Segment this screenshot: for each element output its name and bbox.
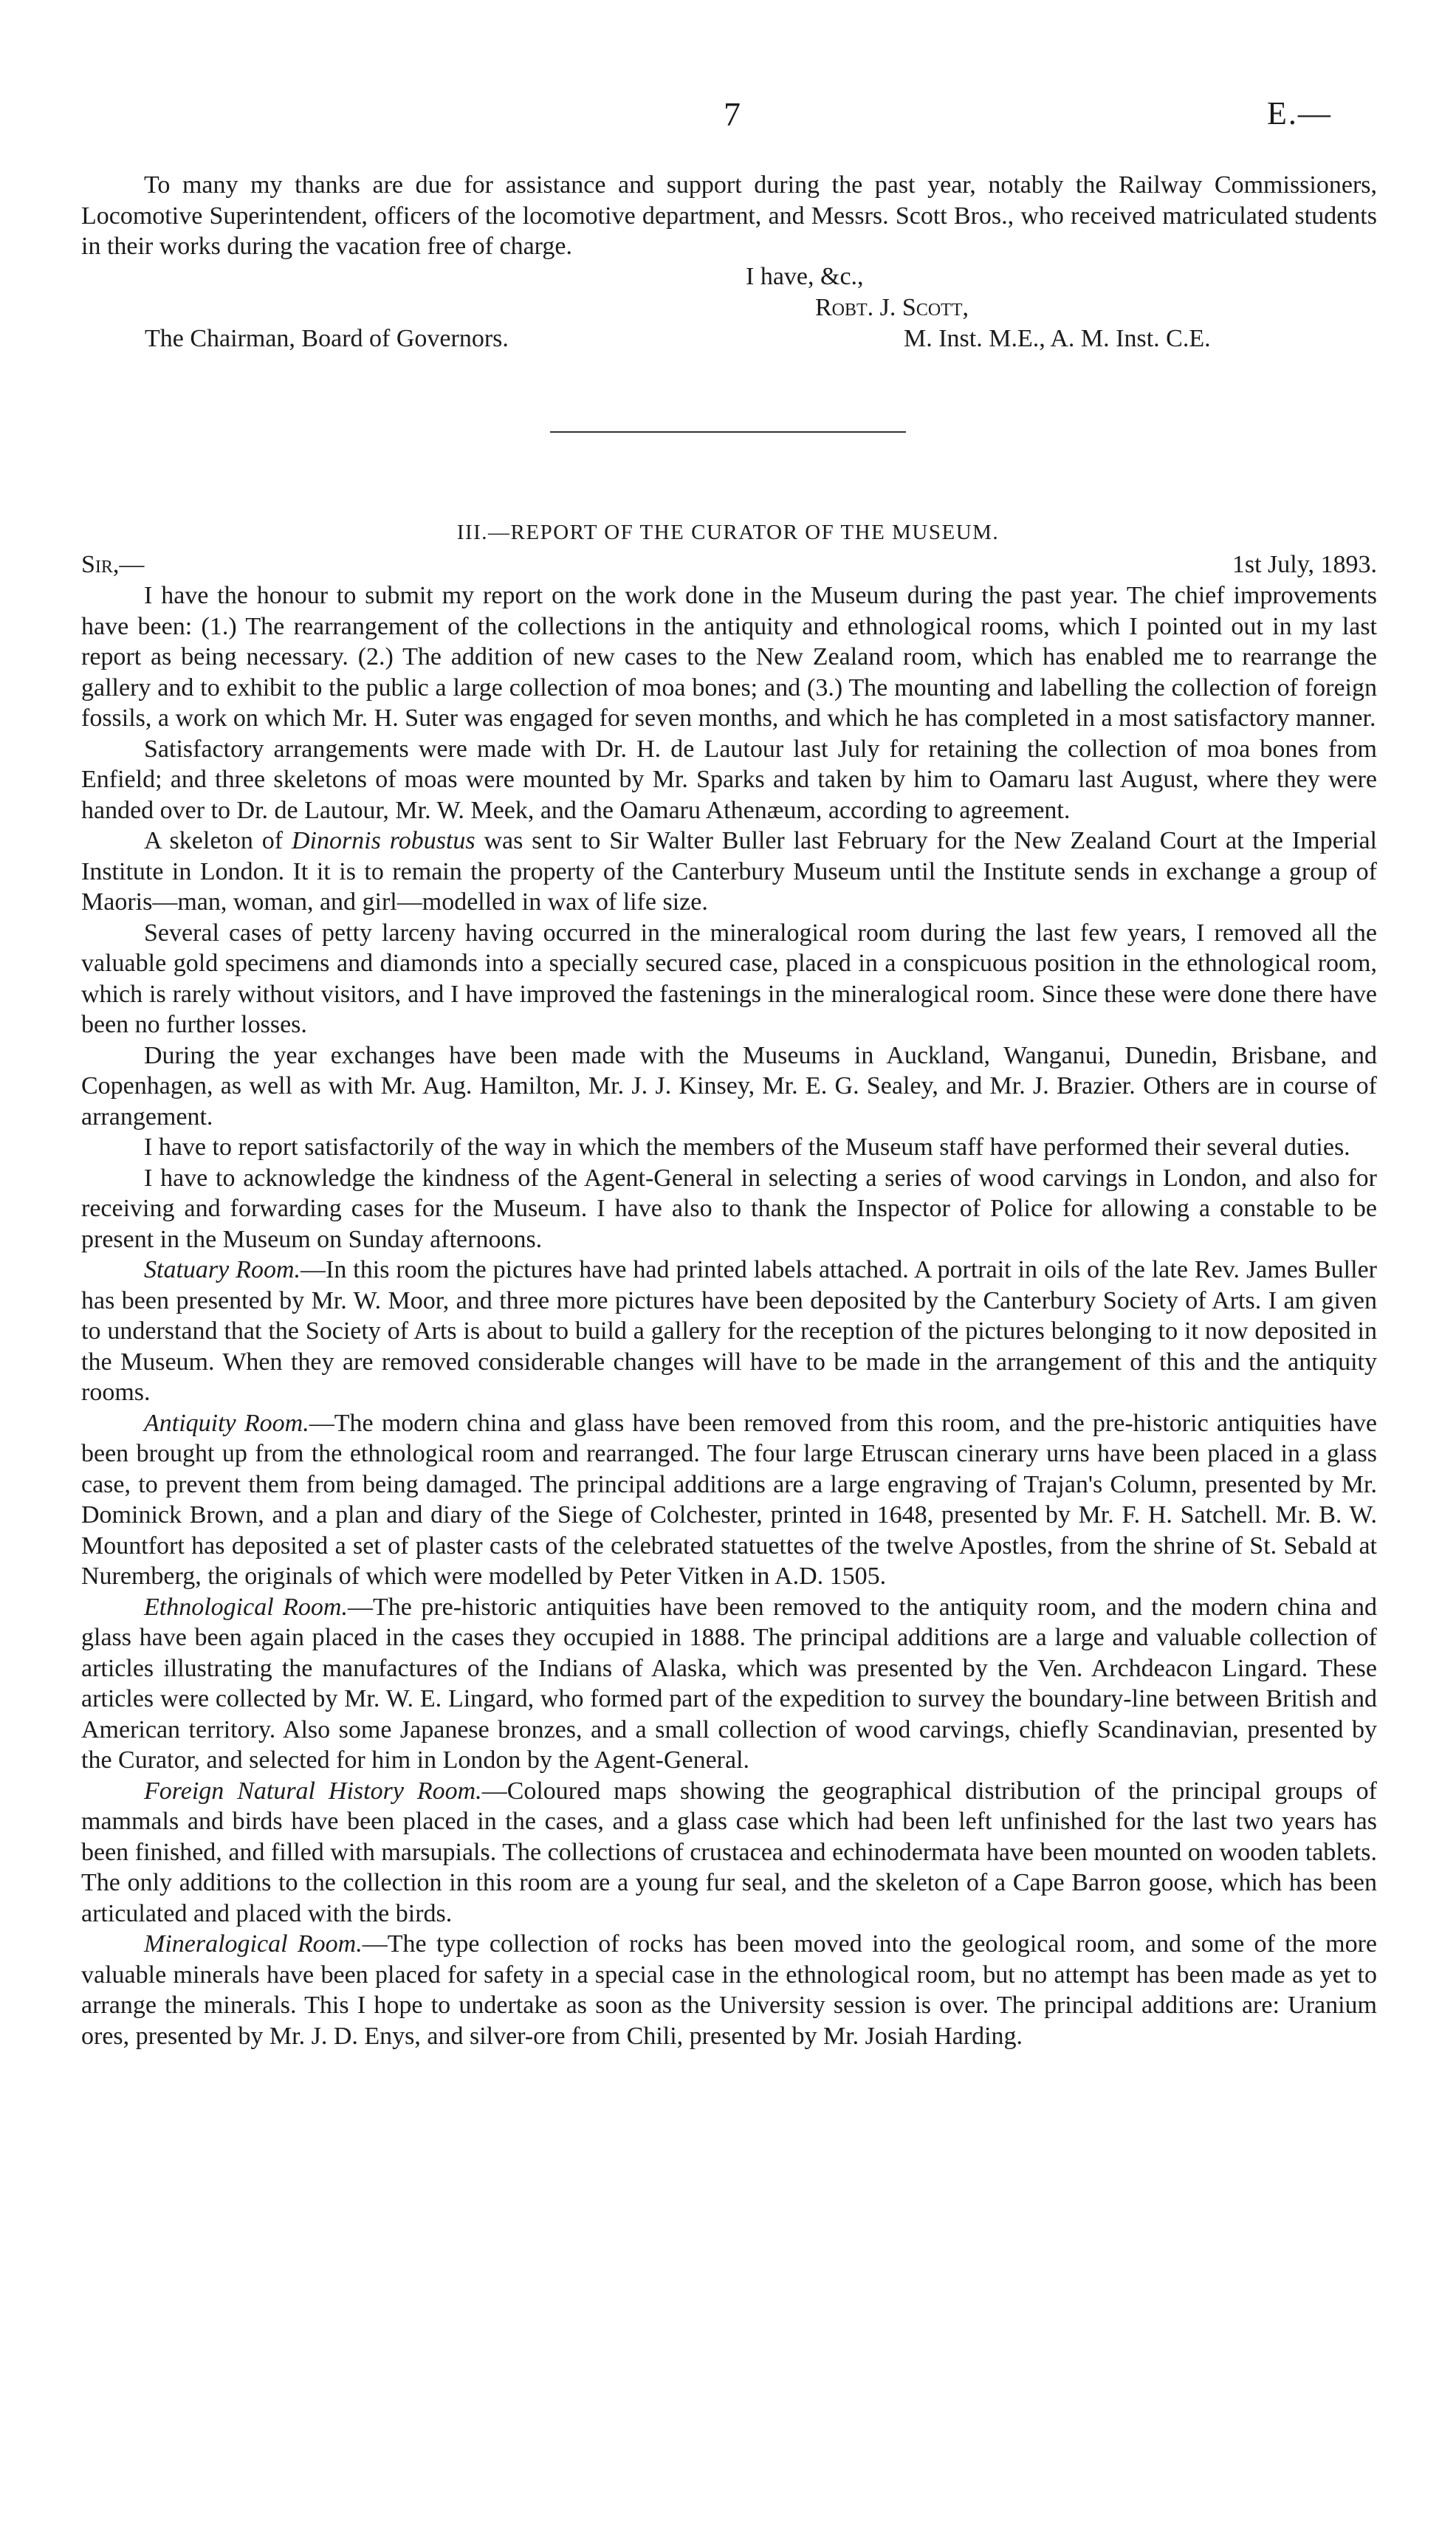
ethnological-room-paragraph: Ethnological Room.—The pre-historic antiquities have been removed to the antiquity room, and the modern china and glass have been again placed in the cases they occupied in 1888. The principal additions are a large and valuable collection of articles illustrating the manufactures of the Indians of Alaska, which was presented by the Ven. Archdeacon Lingard. These articles were collected by Mr. W. E. Lingard, who formed part of the expedition to survey the boundary-line between British and American territory. Also some Japanese bronzes, and a small collection of wood carvings, chiefly Scandinavian, presented by the Curator, and selected for him in London by the Agent-General. [81, 1593, 1378, 1774]
document-reference: E.— [1267, 95, 1332, 131]
larceny-paragraph: Several cases of petty larceny having occurred in the mineralogical room during the last few years, I removed all the valuable gold specimens and diamonds into a specially secured case, placed in a conspicuous position in the ethnological room, which is rarely without visitors, and I have improved the fastenings in the mineralogical room. Since these were done there have been no further losses. [81, 919, 1377, 1038]
previous-report-ending [81, 170, 1377, 262]
signatory-name: Robt. J. Scott, [815, 294, 969, 321]
mineralogical-room-paragraph: Mineralogical Room.—The type collection of rocks has been moved into the geological room, and some of the more valuable minerals have been placed for safety in a special case in the ethnological room, but no attempt has been made as yet to arrange the minerals. This I hope to undertake as soon as the University session is over. The principal additions are: Uranium ores, presented by Mr. J. D. Enys, and silver-ore from Chili, presented by Mr. Josiah Harding. [81, 1930, 1377, 2050]
signatory-qualifications: M. Inst. M.E., A. M. Inst. C.E. [904, 325, 1211, 352]
closing-paragraph: To many my thanks are due for assistance and support during the past year, notably the Railway Commissioners, Locomotive Superintendent, officers of the locomotive department, and Messrs. Scott Bros., who received matriculated students in their works during the vacation free of charge. [81, 171, 1377, 260]
antiquity-room-paragraph: Antiquity Room.—The modern china and glass have been removed from this room, and the pre-historic antiquities have been brought up from the ethnological room and rearranged. The four large Etruscan cinerary urns have been placed in a glass case, to prevent them from being damaged. The principal additions are a large engraving of Trajan's Column, presented by Mr. Dominick Brown, and a plan and diary of the Siege of Colchester, printed in 1648, presented by Mr. F. H. Satchell. Mr. B. W. Mountfort has deposited a set of plaster casts of the celebrated statuettes of the twelve Apostles, from the shrine of St. Sebald at Nuremberg, the originals of which were modelled by Peter Vitken in A.D. 1505. [81, 1409, 1377, 1590]
room-title: Antiquity Room. [144, 1409, 309, 1437]
moa-bones-paragraph: Satisfactory arrangements were made with Dr. H. de Lautour last July for retaining the collection of moa bones from Enfield; and three skeletons of moas were mounted by Mr. Sparks and taken by him to Oamaru last August, where they were handed over to Dr. de Lautour, Mr. W. Meek, and the Oamaru Athenæum, according to agreement. [81, 735, 1377, 824]
exchanges-paragraph: During the year exchanges have been made with the Museums in Auckland, Wanganui, Dunedin, Brisbane, and Copenhagen, as well as with Mr. Aug. Hamilton, Mr. J. J. Kinsey, Mr. E. G. Sealey, and Mr. J. Brazier. Others are in course of arrangement. [81, 1041, 1377, 1131]
room-title: Mineralogical Room. [144, 1930, 363, 1958]
statuary-room-paragraph: Statuary Room.—In this room the pictures have had printed labels attached. A portrait in oils of the late Rev. James Buller has been presented by Mr. W. Moor, and three more pictures have been deposited by the Canterbury Society of Arts. I am given to understand that the Society of Arts is about to build a gallery for the reception of the pictures belonging to it now deposited in the Museum. When they are removed considerable changes will have to be made in the arrangement of this and the antiquity rooms. [81, 1256, 1377, 1406]
foreign-natural-history-room-paragraph: Foreign Natural History Room.—Coloured maps showing the geographical distribution of the principal groups of mammals and birds have been placed in the cases, and a glass case which had been left unfinished for the last two years has been finished, and filled with marsupials. The collections of crustacea and echinodermata have been mounted on wooden tablets. The only additions to the collection in this room are a young fur seal, and the skeleton of a Cape Barron goose, which has been articulated and placed with the birds. [81, 1777, 1377, 1927]
acknowledgement-paragraph: I have to acknowledge the kindness of the Agent-General in selecting a series of wood carvings in London, and also for receiving and forwarding cases for the Museum. I have also to thank the Inspector of Police for allowing a constable to be present in the Museum on Sunday afternoons. [81, 1164, 1377, 1253]
room-title: Ethnological Room. [144, 1593, 348, 1621]
intro-paragraph: I have the honour to submit my report on the work done in the Museum during the past year. The chief improvements have been: (1.) The rearrangement of the collections in the antiquity and ethnological rooms, which I pointed out in my last report as being necessary. (2.) The addition of new cases to the New Zealand room, which has enabled me to rearrange the gallery and to exhibit to the public a large collection of moa bones; and (3.) The mounting and labelling the collection of foreign fossils, a work on which Mr. H. Suter was engaged for seven months, and which he has completed in a most satisfactory manner. [81, 582, 1377, 732]
section-divider [550, 431, 906, 433]
report-heading: III.—REPORT OF THE CURATOR OF THE MUSEUM. [456, 521, 1000, 544]
addressee: The Chairman, Board of Governors. [145, 325, 509, 352]
staff-paragraph: I have to report satisfactorily of the way in which the members of the Museum staff have performed their several duties. [144, 1133, 1350, 1161]
dinornis-paragraph: A skeleton of Dinornis robustus was sent to Sir Walter Buller last February for the New Zealand Court at the Imperial Institute in London. It it is to remain the property of the Canterbury Museum until the Institute sends in exchange a group of Maoris—man, woman, and girl—modelled in wax of life size. [81, 827, 1378, 916]
salutation-line [81, 549, 1377, 580]
sign-off: I have, &c., [746, 263, 864, 290]
room-title: Statuary Room. [144, 1256, 301, 1283]
page-number: 7 [724, 95, 741, 133]
report-body [81, 580, 1377, 2051]
salutation: Sir,— [81, 551, 145, 578]
report-date: 1st July, 1893. [1232, 551, 1377, 578]
species-name: Dinornis robustus [291, 827, 475, 854]
room-title: Foreign Natural History Room. [144, 1777, 482, 1805]
